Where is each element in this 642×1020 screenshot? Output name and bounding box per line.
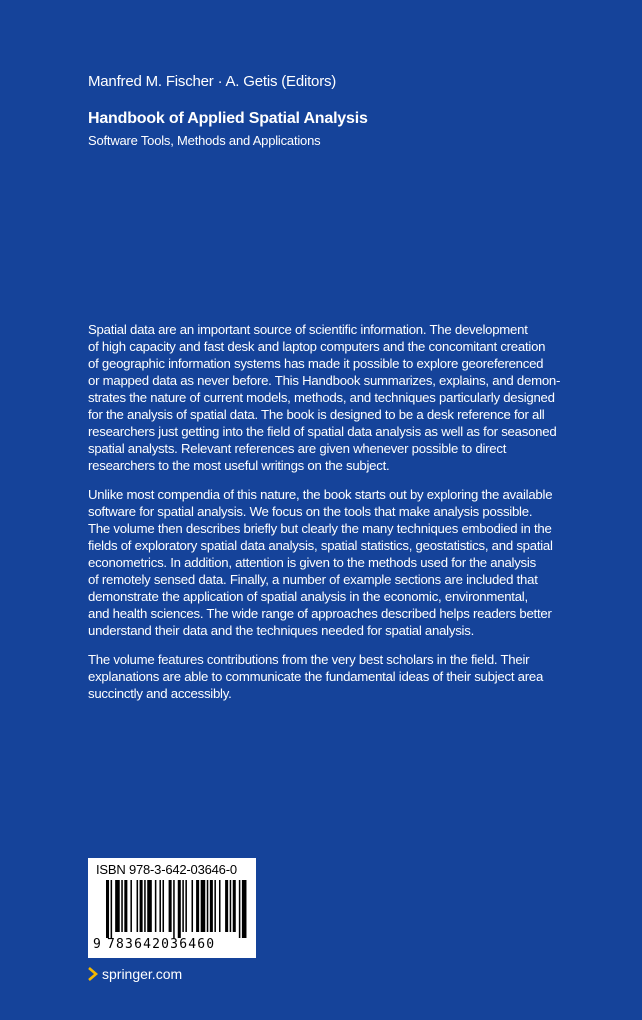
barcode-bar — [196, 880, 199, 932]
blurb-line: explanations are able to communicate the fundamental ideas of their subject area — [88, 669, 544, 684]
isbn-label: ISBN 978-3-642-03646-0 — [96, 862, 237, 877]
barcode-bar — [178, 880, 181, 938]
editors: Manfred M. Fischer · A. Getis (Editors) — [88, 73, 337, 90]
barcode-bar — [225, 880, 228, 932]
blurb-paragraph-2 — [88, 486, 568, 639]
barcode-bar — [201, 880, 206, 932]
blurb-line: researchers just getting into the field of spatial data analysis as well as for seasoned — [88, 424, 557, 439]
blurb-paragraph-1 — [88, 321, 568, 474]
blurb-line: of geographic information systems has made it possible to explore georeferenced — [88, 356, 544, 371]
blurb-line: The volume features contributions from the very best scholars in the field. Their — [88, 652, 530, 667]
blurb-line: The volume then describes briefly but clearly the many techniques embodied in the — [88, 521, 552, 536]
chevron-right-icon — [88, 967, 98, 981]
blurb-line: demonstrate the application of spatial analysis in the economic, environmental, — [88, 589, 528, 604]
barcode-bar — [239, 880, 241, 938]
barcode-bar — [210, 880, 213, 932]
barcode-bar — [207, 880, 209, 932]
barcode-bar — [233, 880, 236, 932]
blurb-line: Unlike most compendia of this nature, the book starts out by exploring the available — [88, 487, 553, 502]
barcode-bar — [173, 880, 175, 938]
barcode-bar — [185, 880, 187, 932]
barcode-bar — [192, 880, 194, 932]
blurb-line: understand their data and the techniques needed for spatial analysis. — [88, 623, 474, 638]
barcode-bar — [106, 880, 109, 938]
barcode-bar — [115, 880, 120, 932]
blurb-line: econometrics. In addition, attention is given to the methods used for the analysis — [88, 555, 536, 570]
isbn-barcode-panel — [88, 858, 256, 958]
blurb-line: spatial analysts. Relevant references are given whenever possible to direct — [88, 441, 507, 456]
barcode-bar — [159, 880, 161, 932]
barcode-bar — [182, 880, 184, 932]
barcode-bar — [219, 880, 221, 932]
blurb — [88, 321, 568, 714]
ean-digits: 783642036460 — [107, 937, 216, 952]
book-title: Handbook of Applied Spatial Analysis — [88, 110, 368, 127]
blurb-line: fields of exploratory spatial data analysis, spatial statistics, geostatistics, and spatial — [88, 538, 553, 553]
blurb-line: strates the nature of current models, methods, and techniques particularly designed — [88, 390, 555, 405]
blurb-paragraph-3 — [88, 651, 568, 702]
barcode-bar — [124, 880, 127, 932]
barcode-bar — [137, 880, 139, 932]
barcode-bar — [140, 880, 143, 932]
barcode-bar — [162, 880, 164, 932]
publisher-website[interactable] — [88, 966, 182, 982]
barcode-bar — [147, 880, 152, 932]
blurb-line: and health sciences. The wide range of approaches described helps readers better — [88, 606, 552, 621]
website-link[interactable]: springer.com — [102, 966, 183, 982]
barcode-bar — [111, 880, 113, 938]
blurb-line: researchers to the most useful writings on the subject. — [88, 458, 390, 473]
blurb-line: Spatial data are an important source of scientific information. The development — [88, 322, 528, 337]
barcode-bar — [130, 880, 132, 932]
blurb-line: software for spatial analysis. We focus on the tools that make analysis possible. — [88, 504, 533, 519]
book-subtitle: Software Tools, Methods and Applications — [88, 133, 321, 148]
barcode-bar — [155, 880, 157, 932]
blurb-line: or mapped data as never before. This Handbook summarizes, explains, and demon- — [88, 373, 561, 388]
barcode-bar — [169, 880, 172, 932]
barcode-bar — [214, 880, 216, 932]
blurb-line: for the analysis of spatial data. The book is designed to be a desk reference for all — [88, 407, 545, 422]
barcode-bar — [144, 880, 146, 932]
barcode-bar — [121, 880, 123, 932]
barcode-bar — [242, 880, 247, 938]
blurb-line: of remotely sensed data. Finally, a number of example sections are included that — [88, 572, 538, 587]
blurb-line: succinctly and accessibly. — [88, 686, 232, 701]
blurb-line: of high capacity and fast desk and laptop computers and the concomitant creation — [88, 339, 546, 354]
ean-lead-digit: 9 — [93, 937, 101, 952]
barcode-icon — [106, 880, 248, 938]
barcode-bar — [230, 880, 232, 932]
